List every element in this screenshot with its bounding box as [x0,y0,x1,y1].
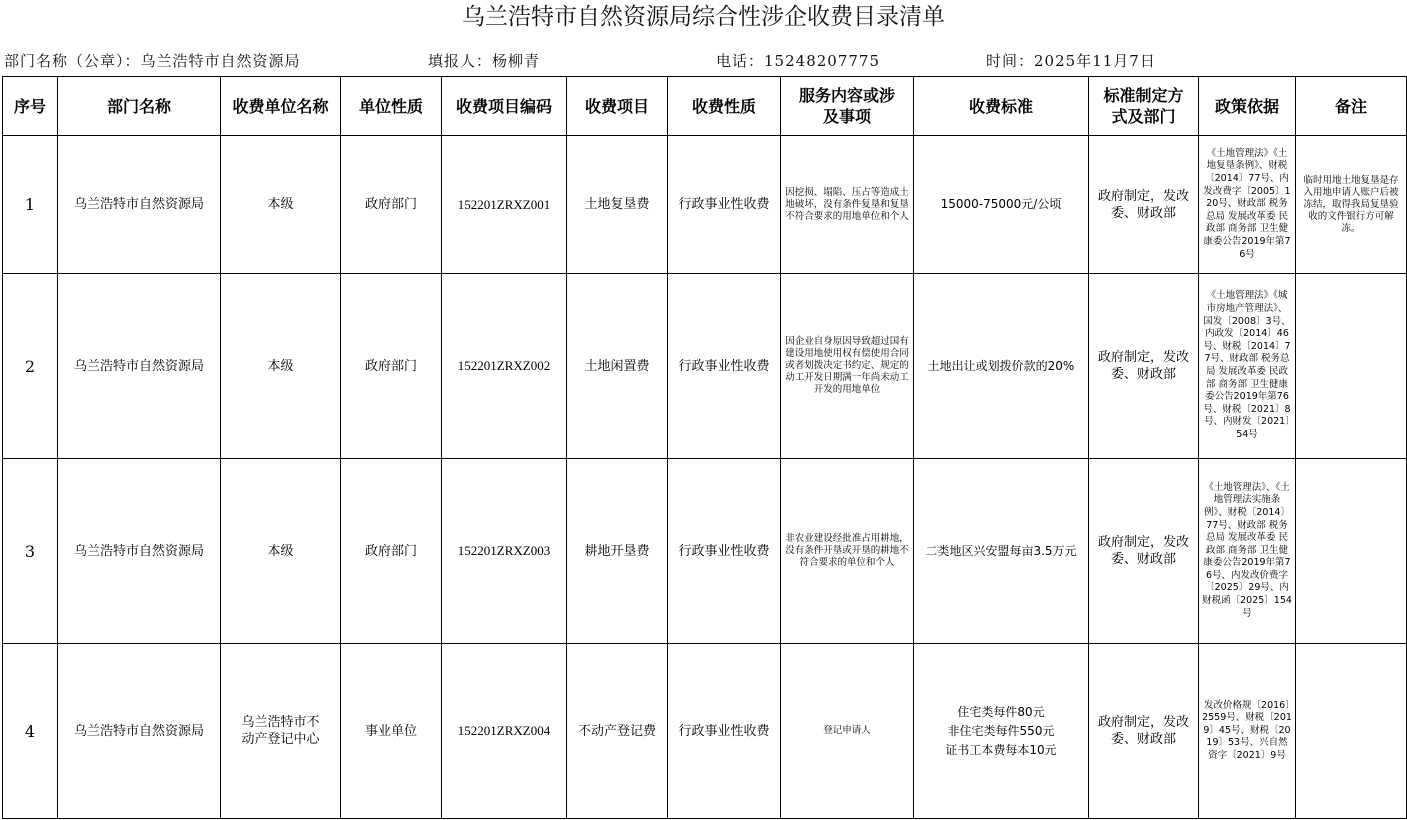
row-department: 乌兰浩特市自然资源局 [58,459,221,644]
row-remark [1296,459,1407,644]
header-fee-item: 收费项目 [567,77,668,136]
row-policy-basis: 《土地管理法》《土地复垦条例》、财税〔2014〕77号、内发改费字〔2005〕120号、财政部 税务总局 发展改革委 民政部 商务部 卫生健康委公告2019年第76号 [1199,136,1296,274]
fee-catalog-table [2,76,1407,819]
row-department: 乌兰浩特市自然资源局 [58,644,221,819]
row-fee-nature: 行政事业性收费 [668,136,781,274]
row-fee-nature: 行政事业性收费 [668,644,781,819]
row-unit-nature: 政府部门 [341,274,442,459]
header-charging-unit: 收费单位名称 [221,77,341,136]
fee-standard-line: 非住宅类每件550元 [947,723,1055,738]
row-service-content: 非农业建设经批准占用耕地，没有条件开垦或开垦的耕地不符合要求的单位和个人 [781,459,914,644]
header-service-content: 服务内容或涉及事项 [781,77,914,136]
row-no: 2 [3,274,58,459]
row-fee-standard [914,459,1089,644]
row-fee-nature: 行政事业性收费 [668,459,781,644]
row-standard-method: 政府制定，发改委、财政部 [1089,644,1199,819]
row-remark: 临时用地土地复垦是存入用地申请人账户后被冻结，取得我局复垦验收的文件银行方可解冻。 [1296,136,1407,274]
department-label: 部门名称（公章）： [4,52,141,70]
header-no: 序号 [3,77,58,136]
phone-label: 电话： [716,52,765,70]
row-fee-item: 土地复垦费 [567,136,668,274]
filler-value: 杨柳青 [492,52,541,70]
header-department: 部门名称 [58,77,221,136]
row-no: 1 [3,136,58,274]
header-fee-nature: 收费性质 [668,77,781,136]
row-no: 3 [3,459,58,644]
row-item-code: 152201ZRXZ003 [442,459,567,644]
phone-info [716,50,880,72]
date-info [986,50,1156,72]
row-fee-item: 不动产登记费 [567,644,668,819]
department-info [4,50,301,72]
table-row [3,644,1407,819]
header-item-code: 收费项目编码 [442,77,567,136]
header-unit-nature: 单位性质 [341,77,442,136]
row-charging-unit: 乌兰浩特市不动产登记中心 [221,644,341,819]
row-unit-nature: 事业单位 [341,644,442,819]
fee-standard-line: 土地出让或划拨价款的20% [927,358,1075,373]
row-remark [1296,274,1407,459]
row-fee-standard [914,644,1089,819]
row-fee-standard [914,136,1089,274]
row-charging-unit: 本级 [221,459,341,644]
table-row [3,136,1407,274]
row-item-code: 152201ZRXZ001 [442,136,567,274]
fee-standard-line: 住宅类每件80元 [957,704,1045,719]
fee-standard-line: 15000-75000元/公顷 [940,197,1062,211]
row-fee-item: 土地闲置费 [567,274,668,459]
fee-standard-line: 二类地区兴安盟每亩3.5万元 [925,543,1077,558]
row-policy-basis: 发改价格规〔2016〕2559号、财税〔2019〕45号、财税〔2019〕53号、兴自然资字〔2021〕9号 [1199,644,1296,819]
department-value: 乌兰浩特市自然资源局 [140,52,301,70]
row-unit-nature: 政府部门 [341,136,442,274]
header-policy-basis: 政策依据 [1199,77,1296,136]
row-item-code: 152201ZRXZ002 [442,274,567,459]
row-service-content: 因企业自身原因导致超过国有建设用地使用权有偿使用合同或者划拨决定书约定、规定的动工开发日期满一年尚未动工开发的用地单位 [781,274,914,459]
row-charging-unit: 本级 [221,136,341,274]
table-header-row [3,77,1407,136]
header-remark: 备注 [1296,77,1407,136]
fee-standard-line: 证书工本费每本10元 [945,742,1057,757]
filler-info [428,50,540,72]
row-standard-method: 政府制定，发改委、财政部 [1089,459,1199,644]
row-department: 乌兰浩特市自然资源局 [58,136,221,274]
row-service-content: 因挖损、塌陷、压占等造成土地破坏，没有条件复垦和复垦不符合要求的用地单位和个人 [781,136,914,274]
row-standard-method: 政府制定，发改委、财政部 [1089,136,1199,274]
phone-value: 15248207775 [764,52,880,70]
row-charging-unit: 本级 [221,274,341,459]
filler-label: 填报人： [428,52,493,70]
row-item-code: 152201ZRXZ004 [442,644,567,819]
row-policy-basis: 《土地管理法》、《土地管理法实施条例》、财税〔2014〕77号、财政部 税务总局 发展改革委 民政部 商务部 卫生健康委公告2019年第76号、内发改价费字〔2025〕29号、内财税函〔2025〕154号 [1199,459,1296,644]
header-standard-method: 标准制定方式及部门 [1089,77,1199,136]
date-value: 2025年11月7日 [1034,52,1156,70]
table-row [3,274,1407,459]
header-fee-standard: 收费标准 [914,77,1089,136]
page-title: 乌兰浩特市自然资源局综合性涉企收费目录清单 [462,4,945,30]
row-remark [1296,644,1407,819]
row-fee-item: 耕地开垦费 [567,459,668,644]
row-policy-basis: 《土地管理法》《城市房地产管理法》、国发〔2008〕3号、内政发〔2014〕46号、财税〔2014〕77号、财政部 税务总局 发展改革委 民政部 商务部 卫生健康委公告2019年第76号、财税〔2021〕8号、内财发〔2021〕54号 [1199,274,1296,459]
row-service-content: 登记申请人 [781,644,914,819]
row-fee-nature: 行政事业性收费 [668,274,781,459]
row-fee-standard [914,274,1089,459]
date-label: 时间： [986,52,1035,70]
row-department: 乌兰浩特市自然资源局 [58,274,221,459]
table-row [3,459,1407,644]
row-no: 4 [3,644,58,819]
row-standard-method: 政府制定，发改委、财政部 [1089,274,1199,459]
row-unit-nature: 政府部门 [341,459,442,644]
